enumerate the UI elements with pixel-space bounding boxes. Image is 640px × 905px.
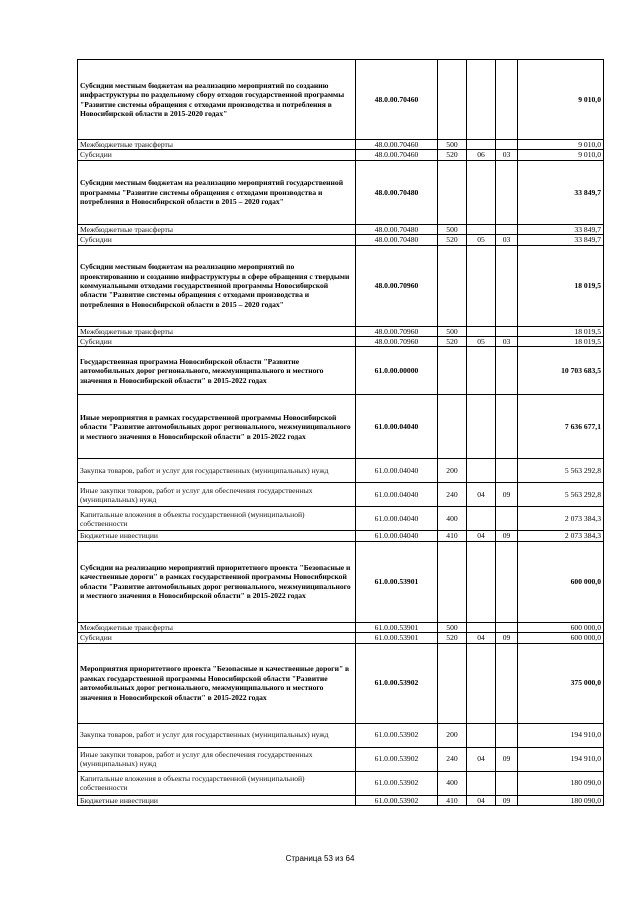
expense-type-cell: 520 bbox=[438, 337, 467, 347]
section-cell: 04 bbox=[467, 795, 496, 805]
amount-cell: 194 910,0 bbox=[518, 723, 604, 747]
expense-type-cell bbox=[438, 347, 467, 395]
expense-type-cell: 520 bbox=[438, 235, 467, 245]
expense-type-cell: 240 bbox=[438, 483, 467, 507]
target-code-cell: 48.0.00.70480 bbox=[356, 160, 438, 224]
subsection-cell bbox=[496, 160, 518, 224]
expense-name-cell: Государственная программа Новосибирской области "Развитие автомобильных дорог регионального, межмуниципального и местного значения в Новосибирской области" в 2015-2022 годах bbox=[78, 347, 356, 395]
expense-name-cell: Межбюджетные трансферты bbox=[78, 622, 356, 632]
amount-cell: 33 849,7 bbox=[518, 235, 604, 245]
budget-table-body bbox=[78, 60, 604, 806]
section-cell bbox=[467, 541, 496, 622]
table-row bbox=[78, 337, 604, 347]
expense-type-cell bbox=[438, 541, 467, 622]
expense-type-cell: 410 bbox=[438, 795, 467, 805]
table-row bbox=[78, 60, 604, 140]
target-code-cell: 61.0.00.53902 bbox=[356, 643, 438, 723]
expense-name-cell: Бюджетные инвестиции bbox=[78, 795, 356, 805]
section-cell bbox=[467, 245, 496, 326]
amount-cell: 600 000,0 bbox=[518, 541, 604, 622]
target-code-cell: 48.0.00.70960 bbox=[356, 337, 438, 347]
subsection-cell bbox=[496, 507, 518, 531]
expense-name-cell: Субсидии местным бюджетам на реализацию мероприятий по созданию инфраструктуры по раздельному сбору отходов государственной программы "Развитие системы обращения с отходами производства и потребления в Новосибирской области в 2015-2020 годах" bbox=[78, 60, 356, 140]
expense-name-cell: Капитальные вложения в объекты государственной (муниципальной) собственности bbox=[78, 507, 356, 531]
subsection-cell: 09 bbox=[496, 483, 518, 507]
section-cell: 06 bbox=[467, 150, 496, 160]
section-cell: 05 bbox=[467, 337, 496, 347]
target-code-cell: 48.0.00.70480 bbox=[356, 235, 438, 245]
amount-cell: 2 073 384,3 bbox=[518, 507, 604, 531]
target-code-cell: 61.0.00.00000 bbox=[356, 347, 438, 395]
expense-type-cell bbox=[438, 643, 467, 723]
section-cell bbox=[467, 347, 496, 395]
subsection-cell: 09 bbox=[496, 747, 518, 771]
table-row bbox=[78, 622, 604, 632]
target-code-cell: 61.0.00.53901 bbox=[356, 622, 438, 632]
target-code-cell: 48.0.00.70460 bbox=[356, 150, 438, 160]
subsection-cell: 03 bbox=[496, 337, 518, 347]
subsection-cell: 09 bbox=[496, 633, 518, 643]
subsection-cell bbox=[496, 771, 518, 795]
amount-cell: 7 636 677,1 bbox=[518, 395, 604, 459]
amount-cell: 5 563 292,8 bbox=[518, 459, 604, 483]
table-row bbox=[78, 235, 604, 245]
subsection-cell bbox=[496, 347, 518, 395]
target-code-cell: 61.0.00.53902 bbox=[356, 771, 438, 795]
section-cell: 05 bbox=[467, 235, 496, 245]
section-cell bbox=[467, 507, 496, 531]
expense-name-cell: Субсидии bbox=[78, 337, 356, 347]
amount-cell: 33 849,7 bbox=[518, 160, 604, 224]
subsection-cell bbox=[496, 541, 518, 622]
table-row bbox=[78, 643, 604, 723]
table-row bbox=[78, 150, 604, 160]
subsection-cell bbox=[496, 459, 518, 483]
table-row bbox=[78, 224, 604, 234]
table-row bbox=[78, 347, 604, 395]
expense-type-cell: 200 bbox=[438, 459, 467, 483]
expense-name-cell: Межбюджетные трансферты bbox=[78, 224, 356, 234]
target-code-cell: 61.0.00.04040 bbox=[356, 483, 438, 507]
expense-type-cell bbox=[438, 60, 467, 140]
expense-type-cell: 500 bbox=[438, 326, 467, 336]
amount-cell: 9 010,0 bbox=[518, 140, 604, 150]
target-code-cell: 61.0.00.53902 bbox=[356, 747, 438, 771]
table-row bbox=[78, 326, 604, 336]
table-row bbox=[78, 459, 604, 483]
section-cell bbox=[467, 326, 496, 336]
table-row bbox=[78, 747, 604, 771]
expense-name-cell: Субсидии bbox=[78, 633, 356, 643]
target-code-cell: 48.0.00.70460 bbox=[356, 140, 438, 150]
expense-name-cell: Субсидии местным бюджетам на реализацию мероприятий по проектированию и созданию инфраструктуры в сфере обращения с твердыми коммунальными отходами государственной программы Новосибирской области "Развитие системы обращения с отходами производства и потребления в Новосибирской области в 2015 – 2020 годах" bbox=[78, 245, 356, 326]
expense-type-cell bbox=[438, 160, 467, 224]
target-code-cell: 61.0.00.53901 bbox=[356, 633, 438, 643]
expense-type-cell: 520 bbox=[438, 633, 467, 643]
table-row bbox=[78, 160, 604, 224]
subsection-cell bbox=[496, 140, 518, 150]
target-code-cell: 48.0.00.70960 bbox=[356, 245, 438, 326]
section-cell bbox=[467, 459, 496, 483]
expense-type-cell: 500 bbox=[438, 140, 467, 150]
expense-name-cell: Закупка товаров, работ и услуг для государственных (муниципальных) нужд bbox=[78, 459, 356, 483]
amount-cell: 194 910,0 bbox=[518, 747, 604, 771]
section-cell: 04 bbox=[467, 483, 496, 507]
expense-type-cell: 410 bbox=[438, 531, 467, 541]
amount-cell: 180 090,0 bbox=[518, 771, 604, 795]
expense-name-cell: Субсидии на реализацию мероприятий приоритетного проекта "Безопасные и качественные дороги" в рамках государственной программы Новосибирской области "Развитие автомобильных дорог регионального, межмуниципального и местного значения в Новосибирской области" в 2015-2022 годах bbox=[78, 541, 356, 622]
expense-type-cell bbox=[438, 395, 467, 459]
table-row bbox=[78, 507, 604, 531]
expense-name-cell: Иные закупки товаров, работ и услуг для обеспечения государственных (муниципальных) нужд bbox=[78, 747, 356, 771]
section-cell bbox=[467, 771, 496, 795]
section-cell bbox=[467, 395, 496, 459]
amount-cell: 33 849,7 bbox=[518, 224, 604, 234]
subsection-cell bbox=[496, 60, 518, 140]
subsection-cell: 09 bbox=[496, 795, 518, 805]
budget-table bbox=[77, 59, 604, 806]
table-row bbox=[78, 633, 604, 643]
expense-type-cell: 520 bbox=[438, 150, 467, 160]
subsection-cell: 03 bbox=[496, 235, 518, 245]
section-cell bbox=[467, 622, 496, 632]
target-code-cell: 61.0.00.04040 bbox=[356, 459, 438, 483]
amount-cell: 375 000,0 bbox=[518, 643, 604, 723]
target-code-cell: 48.0.00.70960 bbox=[356, 326, 438, 336]
table-row bbox=[78, 140, 604, 150]
expense-name-cell: Иные закупки товаров, работ и услуг для обеспечения государственных (муниципальных) нужд bbox=[78, 483, 356, 507]
table-row bbox=[78, 531, 604, 541]
section-cell: 04 bbox=[467, 747, 496, 771]
amount-cell: 9 010,0 bbox=[518, 60, 604, 140]
amount-cell: 180 090,0 bbox=[518, 795, 604, 805]
section-cell bbox=[467, 643, 496, 723]
subsection-cell: 03 bbox=[496, 150, 518, 160]
expense-name-cell: Субсидии bbox=[78, 150, 356, 160]
expense-name-cell: Межбюджетные трансферты bbox=[78, 140, 356, 150]
table-row bbox=[78, 723, 604, 747]
expense-type-cell: 240 bbox=[438, 747, 467, 771]
expense-name-cell: Капитальные вложения в объекты государственной (муниципальной) собственности bbox=[78, 771, 356, 795]
subsection-cell bbox=[496, 643, 518, 723]
target-code-cell: 61.0.00.53902 bbox=[356, 723, 438, 747]
section-cell bbox=[467, 224, 496, 234]
amount-cell: 18 019,5 bbox=[518, 245, 604, 326]
amount-cell: 600 000,0 bbox=[518, 633, 604, 643]
section-cell: 04 bbox=[467, 531, 496, 541]
expense-name-cell: Межбюджетные трансферты bbox=[78, 326, 356, 336]
target-code-cell: 61.0.00.53902 bbox=[356, 795, 438, 805]
expense-name-cell: Закупка товаров, работ и услуг для государственных (муниципальных) нужд bbox=[78, 723, 356, 747]
table-row bbox=[78, 483, 604, 507]
amount-cell: 600 000,0 bbox=[518, 622, 604, 632]
expense-name-cell: Иные мероприятия в рамках государственной программы Новосибирской области "Развитие автомобильных дорог регионального, межмуниципального и местного значения в Новосибирской области" в 2015-2022 годах bbox=[78, 395, 356, 459]
subsection-cell bbox=[496, 326, 518, 336]
subsection-cell bbox=[496, 723, 518, 747]
expense-type-cell: 500 bbox=[438, 224, 467, 234]
target-code-cell: 61.0.00.04040 bbox=[356, 531, 438, 541]
expense-type-cell: 400 bbox=[438, 507, 467, 531]
table-row bbox=[78, 795, 604, 805]
page-number: Страница 53 из 64 bbox=[285, 854, 355, 863]
table-row bbox=[78, 245, 604, 326]
section-cell: 04 bbox=[467, 633, 496, 643]
section-cell bbox=[467, 160, 496, 224]
section-cell bbox=[467, 723, 496, 747]
subsection-cell bbox=[496, 622, 518, 632]
subsection-cell bbox=[496, 224, 518, 234]
target-code-cell: 61.0.00.04040 bbox=[356, 395, 438, 459]
expense-type-cell: 400 bbox=[438, 771, 467, 795]
expense-name-cell: Субсидии bbox=[78, 235, 356, 245]
amount-cell: 18 019,5 bbox=[518, 337, 604, 347]
subsection-cell bbox=[496, 395, 518, 459]
expense-name-cell: Субсидии местным бюджетам на реализацию мероприятий государственной программы "Развитие системы обращения с отходами производства и потребления в Новосибирской области в 2015 – 2020 годах" bbox=[78, 160, 356, 224]
section-cell bbox=[467, 140, 496, 150]
target-code-cell: 48.0.00.70460 bbox=[356, 60, 438, 140]
expense-name-cell: Мероприятия приоритетного проекта "Безопасные и качественные дороги" в рамках государственной программы Новосибирской области "Развитие автомобильных дорог регионального, межмуниципального и местного значения в Новосибирской области" в 2015-2022 годах bbox=[78, 643, 356, 723]
amount-cell: 9 010,0 bbox=[518, 150, 604, 160]
target-code-cell: 61.0.00.53901 bbox=[356, 541, 438, 622]
target-code-cell: 61.0.00.04040 bbox=[356, 507, 438, 531]
expense-type-cell: 200 bbox=[438, 723, 467, 747]
table-row bbox=[78, 771, 604, 795]
amount-cell: 18 019,5 bbox=[518, 326, 604, 336]
amount-cell: 10 703 683,5 bbox=[518, 347, 604, 395]
expense-type-cell bbox=[438, 245, 467, 326]
amount-cell: 5 563 292,8 bbox=[518, 483, 604, 507]
table-row bbox=[78, 395, 604, 459]
amount-cell: 2 073 384,3 bbox=[518, 531, 604, 541]
target-code-cell: 48.0.00.70480 bbox=[356, 224, 438, 234]
section-cell bbox=[467, 60, 496, 140]
expense-name-cell: Бюджетные инвестиции bbox=[78, 531, 356, 541]
table-row bbox=[78, 541, 604, 622]
subsection-cell: 09 bbox=[496, 531, 518, 541]
expense-type-cell: 500 bbox=[438, 622, 467, 632]
subsection-cell bbox=[496, 245, 518, 326]
